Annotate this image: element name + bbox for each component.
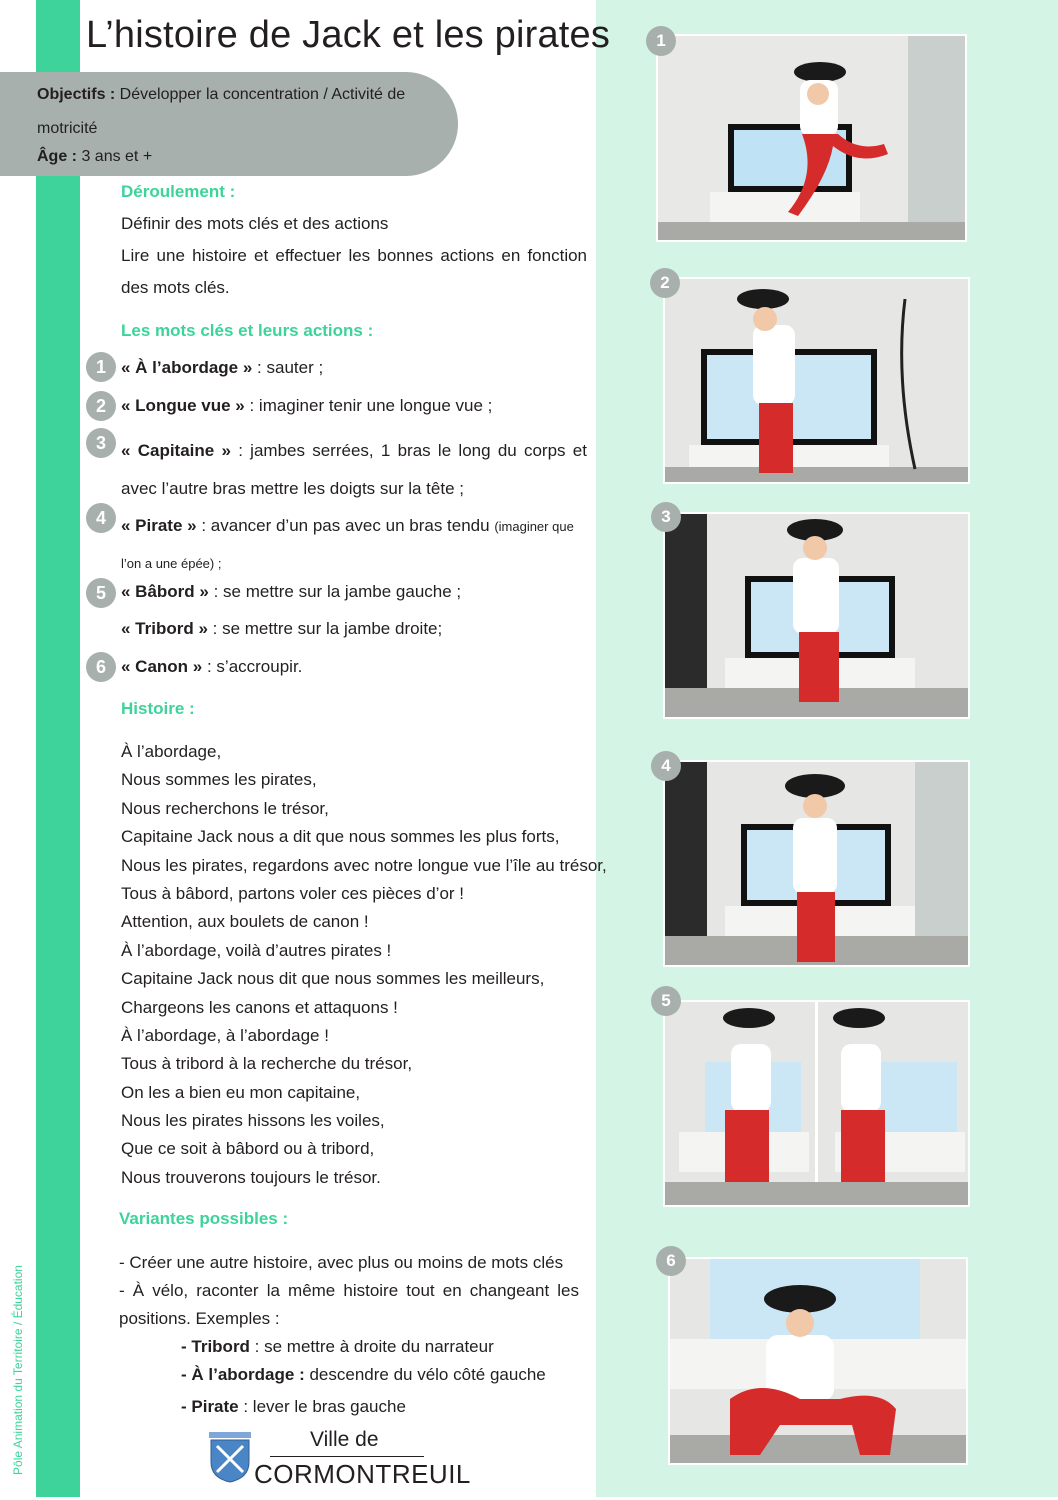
variant-example-3 (119, 1393, 579, 1421)
variants-list (119, 1249, 579, 1421)
keyword-item-5 (121, 582, 591, 602)
deroulement-heading: Déroulement : (121, 182, 236, 201)
keyword-word: « Canon » (121, 657, 203, 676)
left-accent-bar (36, 0, 80, 1497)
photo-number-3: 3 (651, 502, 681, 532)
keyword-number-3: 3 (86, 428, 116, 458)
keyword-item-3 (121, 432, 587, 508)
example-word: - À l’abordage : (181, 1365, 305, 1384)
keyword-word: « Bâbord » (121, 582, 209, 601)
photo-4 (663, 760, 970, 967)
logo-ville-de: Ville de (310, 1428, 379, 1451)
objectives-text: Développer la concentration / Activité de (115, 86, 406, 103)
photo-1 (656, 34, 967, 242)
keywords-heading: Les mots clés et leurs actions : (121, 321, 374, 340)
age-label: Âge : (37, 148, 77, 165)
story-line: On les a bien eu mon capitaine, (121, 1082, 361, 1102)
photo-2 (663, 277, 970, 484)
story-line: Chargeons les canons et attaquons ! (121, 997, 398, 1017)
sidebar-text: Pôle Animation du Territoire / Éducation (11, 1265, 25, 1475)
photo-number-1: 1 (646, 26, 676, 56)
keyword-action: : s’accroupir. (202, 657, 303, 676)
keyword-number-1: 1 (86, 352, 116, 382)
photo-3 (663, 512, 970, 719)
keyword-number-2: 2 (86, 391, 116, 421)
keyword-action: : jambes serrées, 1 bras le long du corps et avec l’autre bras mettre les doigts sur la tête ; (121, 441, 587, 498)
story-line: Que ce soit à bâbord ou à tribord, (121, 1139, 375, 1159)
variantes-heading: Variantes possibles : (119, 1209, 289, 1228)
objectives-line-2: motricité (37, 120, 98, 137)
story-line: Capitaine Jack nous a dit que nous sommes les plus forts, (121, 827, 560, 847)
story-line: Nous sommes les pirates, (121, 770, 317, 790)
sidebar-caption (0, 1240, 30, 1500)
variant-example-2 (119, 1361, 579, 1389)
keyword-number-5: 5 (86, 578, 116, 608)
keyword-action: : avancer d’un pas avec un bras tendu (196, 516, 495, 535)
example-text: descendre du vélo côté gauche (304, 1365, 546, 1384)
photo-number-5: 5 (651, 986, 681, 1016)
example-word: - Pirate (181, 1397, 239, 1416)
objectives-box (0, 72, 458, 176)
keyword-action: : se mettre sur la jambe gauche ; (208, 582, 462, 601)
histoire-heading: Histoire : (121, 699, 195, 718)
example-text: : se mettre à droite du narrateur (249, 1337, 494, 1356)
keyword-item-tribord (121, 619, 591, 639)
story-line: Nous trouverons toujours le trésor. (121, 1167, 381, 1187)
variant-line-1: - Créer une autre histoire, avec plus ou moins de mots clés (119, 1253, 564, 1272)
story-line: Nous recherchons le trésor, (121, 798, 329, 818)
logo-city-name: CORMONTREUIL (254, 1459, 471, 1489)
keyword-note: (imaginer que l’on a une épée) ; (121, 519, 574, 571)
example-text: : lever le bras gauche (238, 1397, 406, 1416)
city-crest-logo (207, 1430, 253, 1484)
story-line: Nous les pirates, regardons avec notre longue vue l’île au trésor, (121, 855, 607, 875)
deroulement-line-2: Lire une histoire et effectuer les bonnes actions en fonction des mots clés. (121, 246, 587, 297)
variant-line-2: - À vélo, raconter la même histoire tout en changeant les positions. Exemples : (119, 1281, 579, 1328)
story-line: Tous à tribord à la recherche du trésor, (121, 1054, 413, 1074)
keyword-action: : se mettre sur la jambe droite; (207, 619, 443, 638)
keyword-word: « Tribord » (121, 619, 208, 638)
keyword-word: « Longue vue » (121, 396, 245, 415)
photo-5 (663, 1000, 970, 1207)
keyword-item-1 (121, 358, 591, 378)
deroulement-line-1: Définir des mots clés et des actions (121, 214, 389, 233)
story-line: À l’abordage, à l’abordage ! (121, 1025, 329, 1045)
photo-number-6: 6 (656, 1246, 686, 1276)
story-line: Capitaine Jack nous dit que nous sommes les meilleurs, (121, 969, 545, 989)
page-title: L’histoire de Jack et les pirates (86, 14, 611, 56)
photo-number-2: 2 (650, 268, 680, 298)
keyword-item-4 (121, 508, 589, 582)
keyword-item-6 (121, 657, 591, 677)
keyword-action: : sauter ; (252, 358, 324, 377)
story-line: À l’abordage, voilà d’autres pirates ! (121, 940, 392, 960)
story-line: À l’abordage, (121, 742, 222, 761)
keyword-number-4: 4 (86, 503, 116, 533)
keyword-word: « Capitaine » (121, 441, 231, 460)
story-line: Attention, aux boulets de canon ! (121, 912, 369, 932)
keyword-number-6: 6 (86, 652, 116, 682)
logo-divider (270, 1456, 424, 1457)
keyword-action: : imaginer tenir une longue vue ; (244, 396, 493, 415)
keyword-item-2 (121, 396, 591, 416)
photo-6 (668, 1257, 968, 1465)
age-line (37, 148, 152, 166)
keyword-word: « À l’abordage » (121, 358, 253, 377)
story-text (121, 738, 607, 1192)
story-line: Tous à bâbord, partons voler ces pièces d’or ! (121, 883, 465, 903)
objectives-label: Objectifs : (37, 86, 116, 103)
photo-number-4: 4 (651, 751, 681, 781)
objectives-line (37, 86, 405, 104)
keyword-word: « Pirate » (121, 516, 197, 535)
example-word: - Tribord (181, 1337, 250, 1356)
age-value: 3 ans et + (77, 148, 153, 165)
story-line: Nous les pirates hissons les voiles, (121, 1111, 385, 1131)
variant-example-1 (119, 1333, 579, 1361)
